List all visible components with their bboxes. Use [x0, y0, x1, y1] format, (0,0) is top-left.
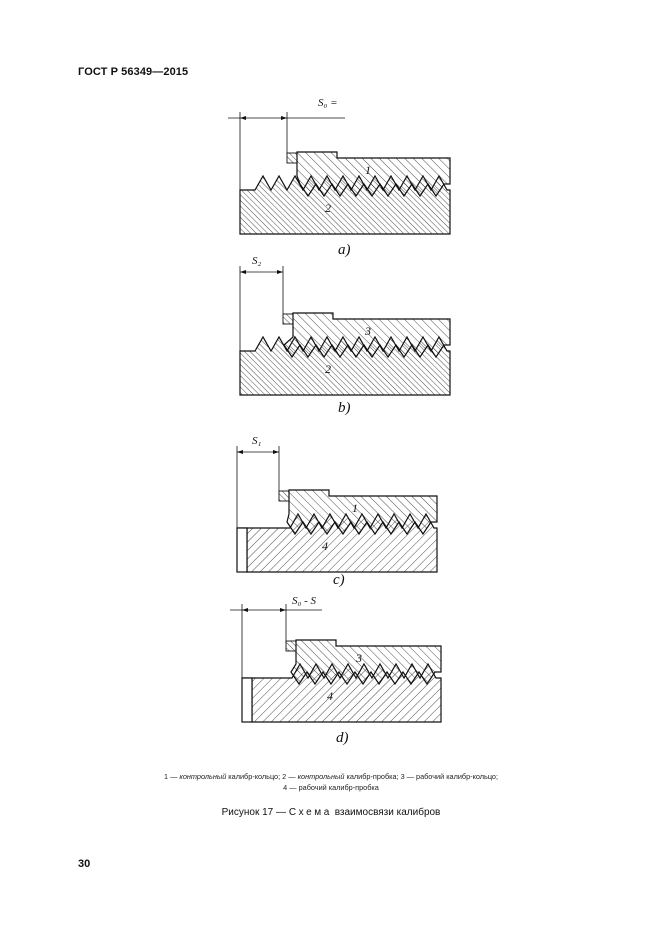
figure-panel-d [230, 595, 441, 746]
document-header: ГОСТ Р 56349—2015 [78, 66, 189, 78]
ring-end-stop [287, 153, 297, 163]
ring-end-stop [286, 641, 296, 651]
dimension-arrow [277, 270, 283, 274]
dimension-arrow [242, 608, 248, 612]
plug-end-block [242, 678, 252, 722]
figure-panel-b [240, 255, 450, 416]
part-number-bottom: 2 [325, 362, 331, 376]
dimension-arrow [240, 270, 246, 274]
plug-end-block [237, 528, 247, 572]
part-number-top: 3 [365, 324, 371, 338]
dimension-label: S₀ - S [292, 595, 316, 607]
caption-spaced-word: Схема [288, 807, 332, 818]
panel-letter: b) [338, 400, 351, 416]
panel-letter: c) [333, 572, 345, 588]
legend-line-1 [0, 771, 662, 782]
part-number-top: 1 [352, 501, 358, 515]
figure-caption [0, 807, 662, 818]
panel-letter: a) [338, 242, 351, 258]
part-number-top: 3 [356, 651, 362, 665]
caption-rest: взаимосвязи калибров [331, 807, 441, 818]
part-number-bottom: 4 [327, 689, 333, 703]
dimension-arrow [280, 608, 286, 612]
dimension-arrow [237, 450, 243, 454]
dimension-arrow [273, 450, 279, 454]
part-number-bottom: 2 [325, 201, 331, 215]
part-number-top: 1 [365, 163, 371, 177]
legend-text: калибр-пробка; 3 — рабочий калибр-кольцо; [344, 772, 499, 781]
legend-text-italic: контрольный [297, 772, 345, 781]
panel-letter: d) [336, 730, 349, 746]
ring-end-stop [283, 314, 293, 324]
dimension-label: S₁ [252, 435, 262, 447]
dimension-label: S₀ = [318, 97, 338, 109]
legend-line-2: 4 — рабочий калибр-пробка [283, 783, 379, 792]
figure-panel-a [228, 97, 450, 258]
part-number-bottom: 4 [322, 539, 328, 553]
dimension-label: S₂ [252, 255, 262, 267]
caption-prefix: Рисунок 17 — [221, 807, 289, 818]
page-number: 30 [78, 858, 91, 870]
ring-end-stop [279, 491, 289, 501]
dimension-arrow [281, 116, 287, 120]
figure-legend [0, 771, 662, 793]
legend-text-italic: контрольный [179, 772, 227, 781]
legend-text: 1 — [163, 772, 180, 781]
legend-text: калибр-кольцо; 2 — [226, 772, 298, 781]
figure-panel-c [237, 435, 437, 588]
dimension-arrow [240, 116, 246, 120]
